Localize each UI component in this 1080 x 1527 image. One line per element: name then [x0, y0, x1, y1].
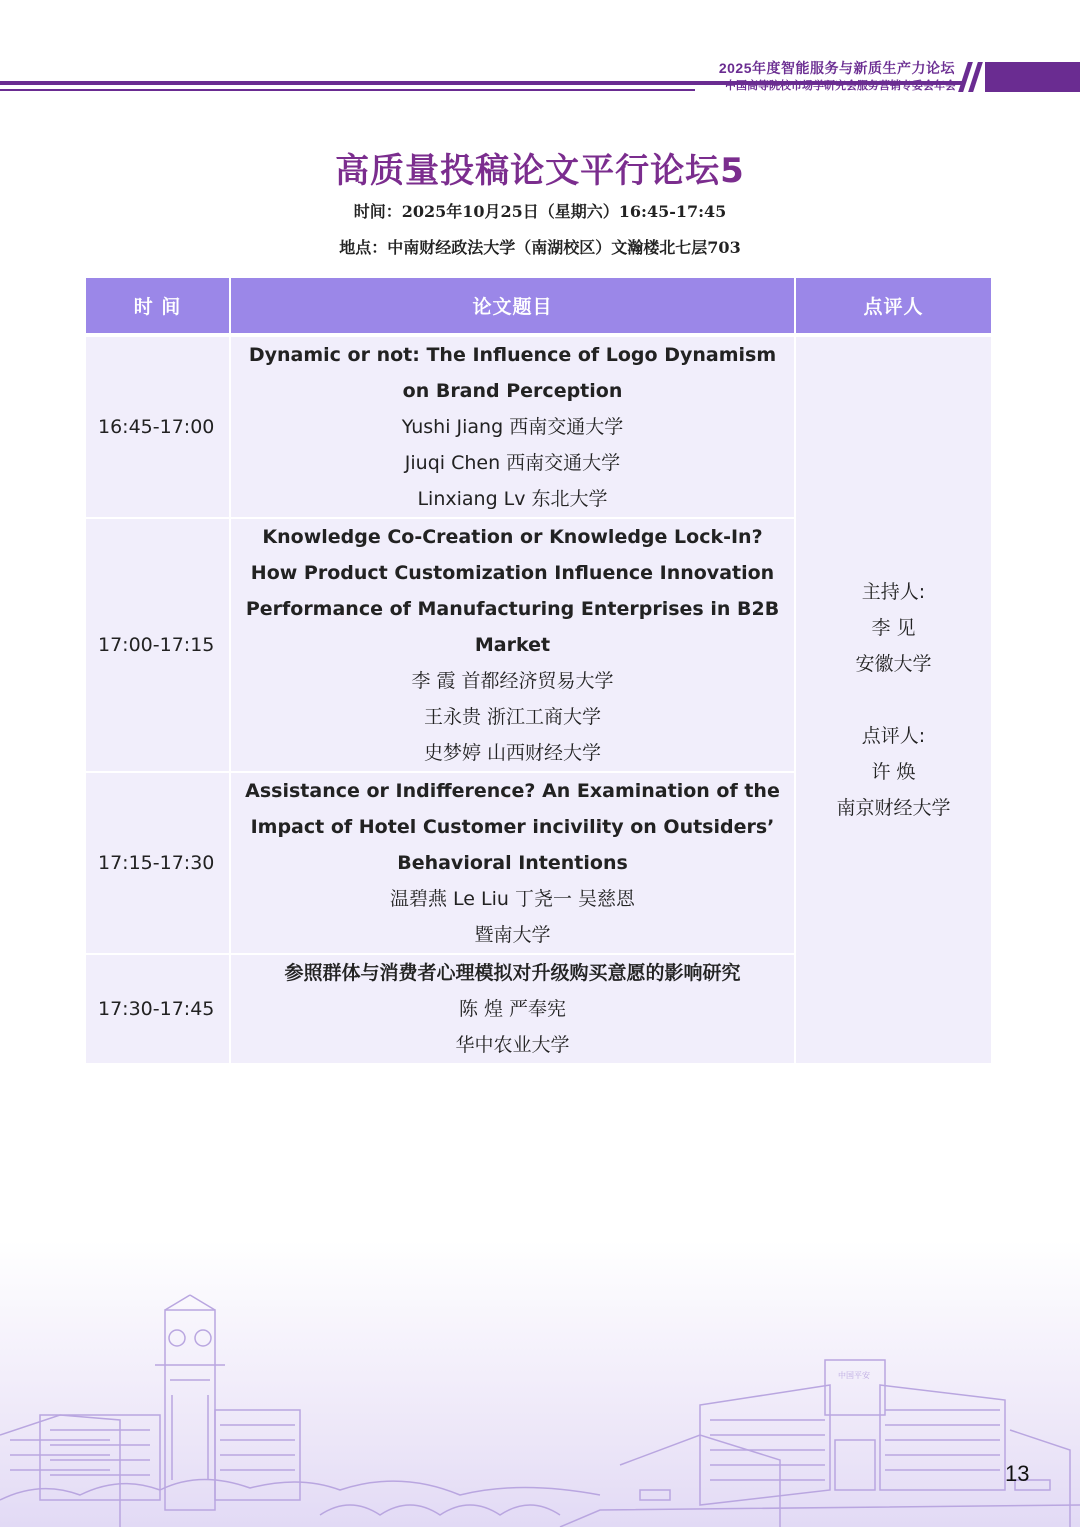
forum-name: 2025年度智能服务与新质生产力论坛 [718, 60, 955, 76]
column-header-time: 时 间 [86, 278, 229, 333]
author-line: Linxiang Lv 东北大学 [417, 488, 608, 510]
time-slot: 16:45-17:00 [86, 333, 229, 517]
paper-cell [231, 953, 794, 1063]
paper-cell [231, 517, 794, 771]
reviewer-cell [796, 333, 991, 1063]
session-time: 时间：2025年10月25日（星期六）16:45-17:45 [353, 202, 727, 221]
author-line: 陈 煌 严奉宪 [458, 998, 567, 1020]
author-line: Yushi Jiang 西南交通大学 [401, 416, 624, 438]
organization-name: 中国高等院校市场学研究会服务营销专委会年会 [725, 79, 956, 92]
session-location: 地点：中南财经政法大学（南湖校区）文瀚楼北七层703 [339, 238, 741, 257]
paper-cell [231, 333, 794, 517]
schedule-table [84, 278, 993, 1063]
author-line: 暨南大学 [474, 924, 551, 946]
paper-title-line: Behavioral Intentions [397, 852, 628, 874]
column-header-paper: 论文题目 [231, 278, 794, 333]
reviewer-name: 许 焕 [871, 761, 916, 783]
time-slot: 17:00-17:15 [86, 517, 229, 771]
time-slot: 17:15-17:30 [86, 771, 229, 953]
table-header-row [86, 278, 991, 333]
spacer [797, 682, 990, 718]
author-line: 王永贵 浙江工商大学 [423, 706, 602, 728]
reviewer-label: 点评人: [861, 725, 926, 747]
author-line: 李 霞 首都经济贸易大学 [411, 670, 614, 692]
page-number: 13 [1005, 1461, 1030, 1486]
paper-title-line: Dynamic or not: The Influence of Logo Dynamism [248, 344, 777, 366]
paper-title-line: Performance of Manufacturing Enterprises in B2B [245, 598, 780, 620]
paper-title-line: How Product Customization Influence Innovation [250, 562, 775, 584]
host-name: 李 见 [871, 617, 916, 639]
host-organization: 安徽大学 [855, 653, 932, 675]
paper-title-line: Assistance or Indifference? An Examination of the [245, 780, 780, 802]
reviewer-organization: 南京财经大学 [836, 797, 951, 819]
svg-text:中国平安: 中国平安 [838, 1371, 870, 1380]
author-line: 华中农业大学 [455, 1034, 570, 1056]
author-line: 史梦婷 山西财经大学 [423, 742, 602, 764]
header-rule-thin [0, 89, 695, 91]
page-title: 高质量投稿论文平行论坛5 [335, 151, 745, 191]
paper-title-line: Impact of Hotel Customer incivility on Outsiders’ [250, 816, 775, 838]
paper-title-line: on Brand Perception [402, 380, 623, 402]
host-label: 主持人: [861, 581, 926, 603]
paper-title-line: Market [474, 634, 551, 656]
paper-cell [231, 771, 794, 953]
time-slot: 17:30-17:45 [86, 953, 229, 1063]
header-color-block [985, 62, 1080, 92]
paper-title-line: Knowledge Co-Creation or Knowledge Lock-In? [262, 526, 763, 548]
column-header-reviewer: 点评人 [796, 278, 991, 333]
table-row [86, 333, 991, 517]
paper-title-line: 参照群体与消费者心理模拟对升级购买意愿的影响研究 [284, 962, 741, 984]
author-line: 温碧燕 Le Liu 丁尧一 吴慈恩 [389, 888, 635, 910]
campus-illustration [0, 1290, 1080, 1527]
author-line: Jiuqi Chen 西南交通大学 [404, 452, 621, 474]
